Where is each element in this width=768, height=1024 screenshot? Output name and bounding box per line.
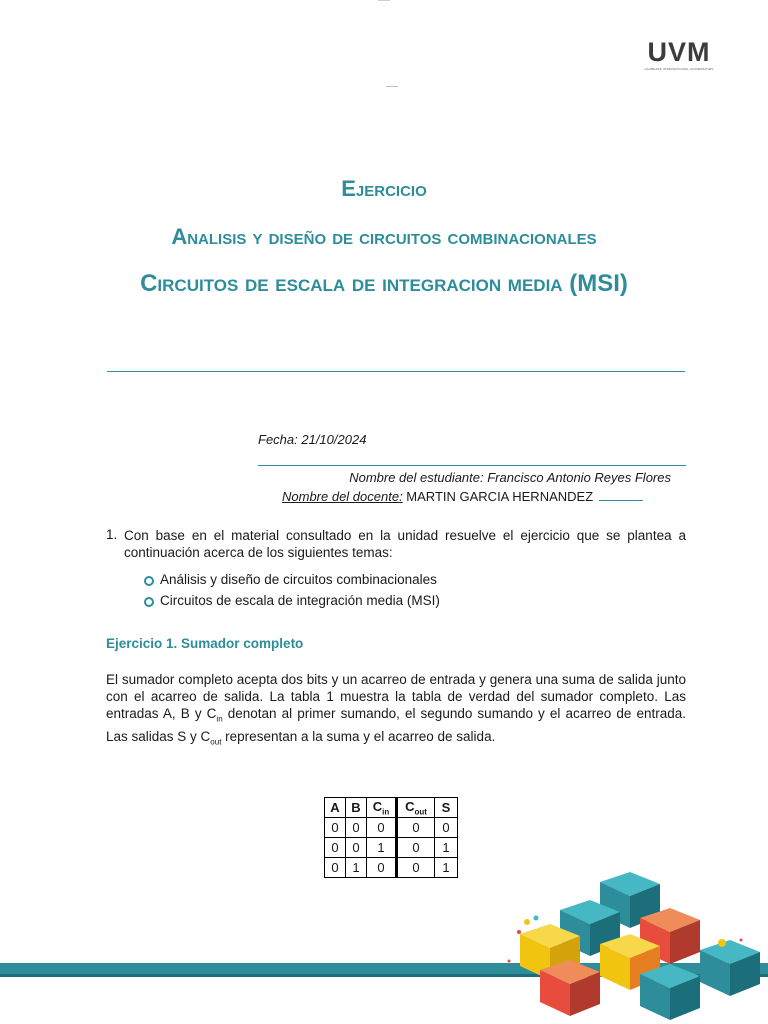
- table-cell: 1: [435, 858, 458, 878]
- exercise-heading: Ejercicio 1. Sumador completo: [106, 636, 304, 651]
- table-cell: 0: [325, 818, 346, 838]
- title-msi: Circuitos de escala de integracion media (MSI): [140, 270, 628, 297]
- header-s: S: [435, 798, 458, 818]
- paragraph-part: representan a la suma y el acarreo de salida.: [221, 728, 496, 744]
- bullet-icon: [144, 576, 154, 586]
- table-cell: 0: [367, 818, 397, 838]
- logo-subtext: LAUREATE INTERNATIONAL UNIVERSITIES: [644, 67, 714, 71]
- teacher-value: MARTIN GARCIA HERNANDEZ: [402, 489, 594, 504]
- subscript-in: in: [216, 714, 223, 724]
- question-text: Con base en el material consultado en la unidad resuelve el ejercicio que se plantea a continuación acerca de los siguientes temas:: [124, 528, 686, 560]
- table-header-row: [325, 798, 458, 818]
- subscript-out: out: [210, 737, 222, 747]
- teacher-name: [282, 489, 643, 504]
- paragraph-part: denotan al primer sumando, el segundo sumando y el acarreo de entrada. Las salidas S y C: [106, 706, 687, 744]
- table-cell: 0: [325, 858, 346, 878]
- top-divider: [378, 0, 390, 1]
- date-field: Fecha: 21/10/2024: [258, 432, 367, 447]
- student-name: Nombre del estudiante: Francisco Antonio Reyes Flores: [349, 470, 671, 485]
- bullet-icon: [144, 597, 154, 607]
- table-cell: 0: [397, 818, 435, 838]
- bullet-text: Circuitos de escala de integración media (MSI): [160, 593, 440, 608]
- table-cell: 1: [346, 858, 367, 878]
- exercise-paragraph: [106, 671, 686, 750]
- table-cell: 0: [346, 838, 367, 858]
- header-b: B: [346, 798, 367, 818]
- truth-table: [324, 797, 458, 878]
- uvm-logo: [640, 38, 718, 71]
- table-cell: 0: [397, 858, 435, 878]
- bullet-text: Análisis y diseño de circuitos combinacionales: [160, 572, 437, 587]
- table-cell: 1: [435, 838, 458, 858]
- table-cell: 0: [435, 818, 458, 838]
- teacher-label: Nombre del docente:: [282, 489, 403, 504]
- header-a: A: [325, 798, 346, 818]
- teacher-underline: [599, 490, 643, 501]
- logo-text: UVM: [647, 37, 711, 67]
- table-cell: 0: [325, 838, 346, 858]
- table-cell: 0: [397, 838, 435, 858]
- table-cell: 1: [367, 838, 397, 858]
- title-rule: [107, 371, 685, 372]
- decorative-cubes: [0, 870, 768, 1024]
- paragraph-part: El sumador completo acepta dos bits y un acarreo de entrada y genera una suma de salida junto con el acarreo de salida. La tabla 1 muestra la tabla de verdad del sumador completo. Las entradas A, B y C: [106, 672, 686, 721]
- header-cin: $C_{in}$: [367, 798, 397, 818]
- table-row: [325, 818, 458, 838]
- table-row: [325, 838, 458, 858]
- title-analisis: Analisis y diseño de circuitos combinacionales: [171, 224, 597, 249]
- table-cell: 0: [367, 858, 397, 878]
- table-cell: 0: [346, 818, 367, 838]
- title-ejercicio: Ejercicio: [341, 176, 427, 201]
- header-cout: $C_{out}$: [397, 798, 435, 818]
- header-divider: [386, 86, 398, 87]
- meta-rule: [258, 465, 686, 466]
- question-number: 1.: [106, 527, 118, 542]
